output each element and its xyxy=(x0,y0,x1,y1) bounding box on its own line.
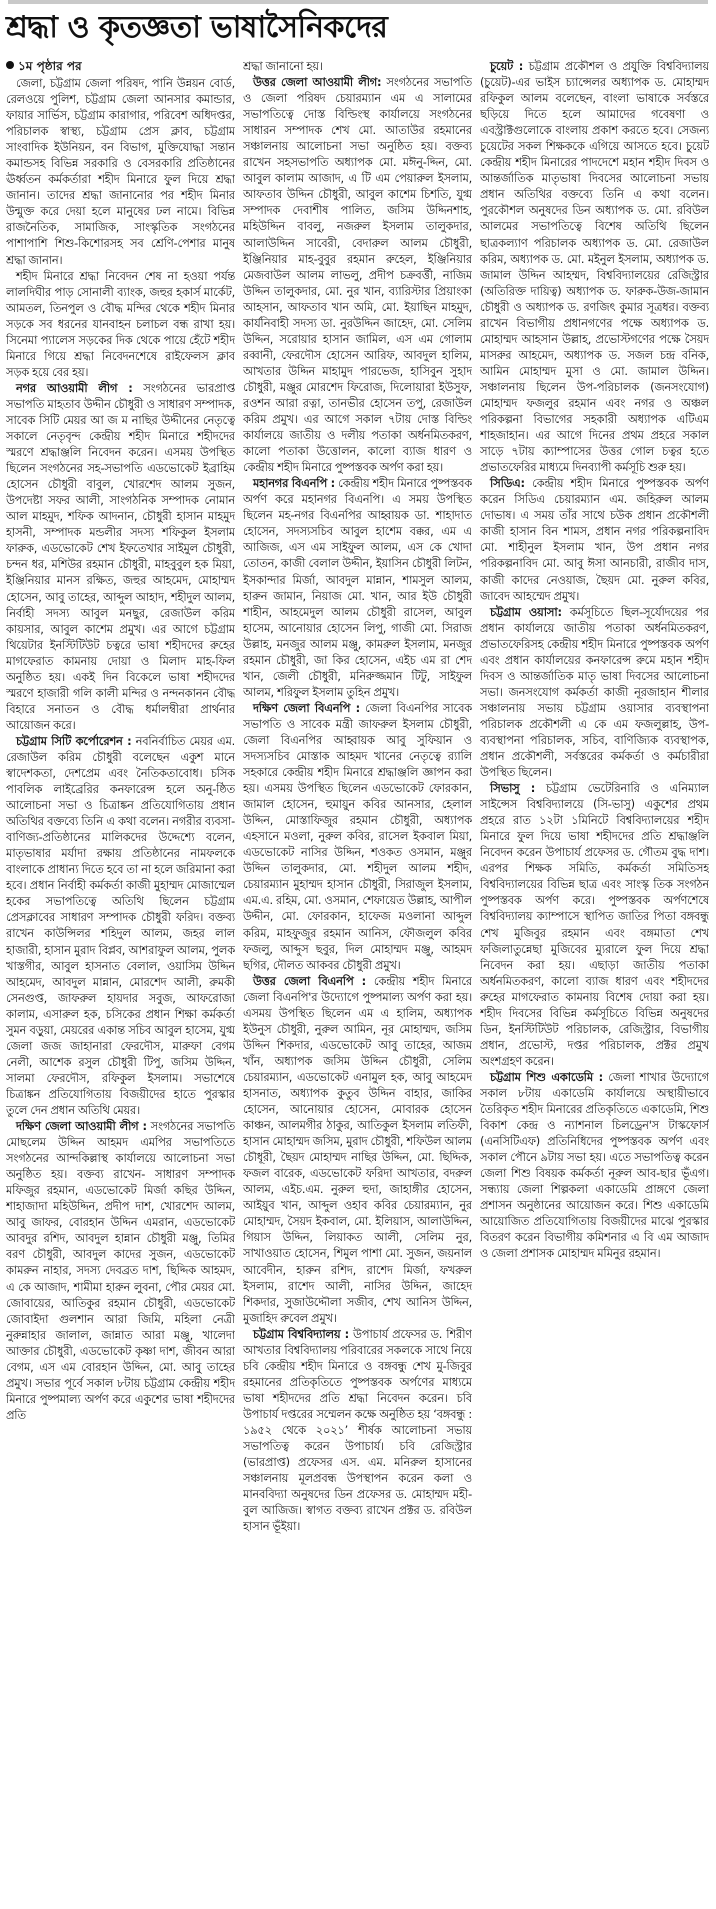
section-heading: চট্টগ্রাম সিটি কর্পোরেশন : xyxy=(16,733,132,748)
paragraph-text: কেন্দ্রীয় শহীদ মিনারে পুষ্পস্তবক অর্পণ করেন সিডিএ চেয়ারম্যান এম. জহিরুল আলম দোভাষ। এ সময় তাঁর সাথে চউক প্রধান প্রকৌশলী কাজী হাসান বিন শামস, প্রধান নগর পরিকল্পনাবিদ মো. শাহীনুল ইসলাম খান, উপ প্রধান নগর পরিকল্পনাবিদ মো. আবু ঈসা আনচারী, রাজীব দাস, কাজী কাদের নেওয়াজ, ছৈয়দ মো. নুরুল কবির, জাবেদ আহম্মেদ প্রমুখ। xyxy=(480,476,709,603)
article-paragraph xyxy=(243,1326,472,1535)
paragraph-text: শহীদ মিনারে শ্রদ্ধা নিবেদন শেষ না হওয়া পর্যন্ত লালদিঘীর পাড় সোনালী ব্যাংক, জহুর হকার্স মার্কেট, আমতল, তিনপুল ও বৌদ্ধ মন্দির থেকে শহীদ মিনার সড়কে সব ধরনের যানবাহন চলাচল বন্ধ রাখা হয়। সিনেমা প্যালেস সড়কের দিক থেকে পায়ে হেঁটে শহীদ মিনারে গিয়ে শ্রদ্ধা নিবেদনশেষে রাইফেলস ক্লাব সড়ক হয়ে বের হয়। xyxy=(6,268,235,379)
paragraph-text: চট্টগ্রাম ভেটেরিনারি ও এনিম্যাল সাইন্সেস বিশ্ববিদ্যালয়ে (সি-ভাসু) একুশের প্রথম প্রহরে রাত ১২টা ১মিনিটে বিশ্ববিদ্যালয়ের শহীদ মিনারে ফুল দিয়ে ভাষা শহীদদের প্রতি শ্রদ্ধাঞ্জলি নিবেদন করেন উপাচার্য প্রফেসর ড. গৌতম বুদ্ধ দাশ। এরপর শিক্ষক সমিতি, কর্মকর্তা সমিতিসহ বিশ্ববিদ্যালয়ের বিভিন্ন ছাত্র এবং সাংস্কৃ তিক সংগঠন পুষ্পস্তবক অর্পণ করে। পুষ্পস্তবক অর্পণশেষে বিশ্ববিদ্যালয় ক্যাম্পাসে স্থাপিত জাতির পিতা বঙ্গবন্ধু শেখ মুজিবুর রহমান এবং বঙ্গমাতা শেখ ফজিলাতুন্নেছা মুজিবের ম্যুরালে ফুল দিয়ে শ্রদ্ধা নিবেদন করা হয়। এছাড়া জাতীয় পতাকা অর্ধনমিতকরণ, কালো ব্যাজ ধারণ এবং শহীদদের রুহের মাগফেরাত কামনায় বিশেষ দোয়া করা হয়। শহীদ দিবসের বিভিন্ন কর্মসূচিতে বিভিন্ন অনুষদের ডিন, ইনস্টিটিউট পরিচালক, রেজিস্ট্রার, বিভাগীয় প্রধান, প্রভোস্ট, দপ্তর পরিচালক, প্রক্টর প্রমুখ অংশগ্রহণ করেন। xyxy=(480,781,709,1068)
paragraph-text: জেলা, চট্টগ্রাম জেলা পরিষদ, পানি উন্নয়ন বোর্ড, রেলওয়ে পুলিশ, চট্টগ্রাম জেলা আনসার কমান্ডার, ফায়ার সার্ভিস, চট্টগ্রাম কারাগার, পরিবেশ অধিদপ্তর, পরিচালক স্বাস্থ্য, চট্টগ্রাম প্রেস ক্লাব, চট্টগ্রাম সাংবাদিক ইউনিয়ন, বন বিভাগ, মুক্তিযোদ্ধা সন্তান কমান্ডসহ বিভিন্ন সরকারি ও বেসরকারি প্রতিষ্ঠানের ঊর্ধ্বতন কর্মকর্তারা শহীদ মিনারে ফুল দিয়ে শ্রদ্ধা জানান। তাদের শ্রদ্ধা জানানোর পর শহীদ মিনার উন্মুক্ত করে দেয়া হলে মানুষের ঢল নামে। বিভিন্ন রাজনৈতিক, সামাজিক, সাংস্কৃতিক সংগঠনের পাশাপাশি শিশু-কিশোরসহ সব শ্রেণি-পেশার মানুষ শ্রদ্ধা জানান। xyxy=(6,76,235,267)
section-heading: চট্টগ্রাম বিশ্ববিদ্যালয় : xyxy=(253,1326,350,1341)
section-heading: চট্টগ্রাম শিশু একাডেমি : xyxy=(490,1069,603,1084)
section-heading: সিভাসু : xyxy=(490,781,536,796)
article-paragraph xyxy=(243,700,472,973)
section-heading: দক্ষিণ জেলা বিএনপি : xyxy=(253,700,360,715)
paragraph-text: শ্রদ্ধা জানানো হয়। xyxy=(243,59,323,73)
article-paragraph xyxy=(6,268,235,380)
paragraph-text: সংগঠনের সভাপতি ও জেলা পরিষদ চেয়ারম্যান এম এ সালামের সভাপতিত্বে দোস্ত বিল্ডিংস্থ কার্যালয়ে সংগঠনের সাধারন সম্পাদক শেখ মো. আতাউর রহমানের সঞ্চালনায় আলোচনা সভা অনুষ্ঠিত হয়। বক্তব্য রাখেন সহসভাপতি অধ্যাপক মো. মঈনু-দ্দিন, মো. আবুল কালাম আজাদ, এ টি এম পেয়ারুল ইসলাম, আফতাব উদ্দিন চৌধুরী, আবুল কাশেম চিশতি, যুগ্ম সম্পাদক দেবাশীষ পালিত, জসিম উদ্দিনশাহ, মহিউদ্দিন বাবলু, নজরুল ইসলাম তালুকদার, আলাউদ্দিন সাবেরী, বেদারুল আলম চৌধুরী, ইঞ্জিনিয়ার মাহ-বুবুর রহমান রুহেল, ইঞ্জিনিয়ার মেজবাউল আলম লাভলু, প্রদীপ চক্রবর্ত্তী, নাজিম উদ্দিন তালুকদার, মো. নুর খান, ব্যারিস্টার প্রিয়াংকা আহসান, আফতাব খান অমি, মো. ইয়াছিন মাহমুদ, কার্যনিবাহী সদস্য ডা. নুরউদ্দিন জাহেদ, মো. সেলিম উদ্দিন, সরোয়ার হাসান জামিল, এস এম গোলাম রব্বানী, ফেরদৌস হোসেন আরিফ, আবদুল হালিম, আখতার উদ্দিন মাহামুদ পারভেজ, হাসিবুন সুহাদ চৌধুরী, মঞ্জুর মোরশেদ ফিরোজ, দিলোয়ারা ইউসুফ, রওশন আরা রত্না, তানভীর হোসেন তপু, রেজাউল করিম প্রমুখ। এর আগে সকাল ৭টায় দোস্ত বিল্ডিং কার্যালয়ে জাতীয় ও দলীয় পতাকা অর্ধনমিতকরণ, কালো পতাকা উত্তোলন, কালো ব্যাজ ধারণ ও কেন্দ্রীয় শহীদ মিনারে পুষ্পস্তবক অর্পণ করা হয়। xyxy=(243,75,472,475)
article-column-3 xyxy=(480,58,709,1903)
bullet-icon xyxy=(6,61,14,69)
article-paragraph xyxy=(480,604,709,781)
article-paragraph xyxy=(6,380,235,733)
section-heading: চট্টগ্রাম ওয়াসা: xyxy=(490,604,562,619)
paragraph-text: জেলা বিএনপির সাবেক সভাপতি ও সাবেক মন্ত্রী জাফরুল ইসলাম চৌধুরী, জেলা বিএনপির আহ্বায়ক আবু সুফিয়ান ও সদস্যসচিব মোস্তাক আহমদ খানের নেতৃত্বে র‌্যালি সহকারে কেন্দ্রীয় শহীদ মিনারে শ্রদ্ধাঞ্জলি জ্ঞাপন করা হয়। এসময় উপস্থিত ছিলেন এডভোকেট ফোরকান, জামাল হোসেন, হুমায়ুন কবির আনসার, হেলাল উদ্দিন, মোস্তাফিজুর রহমান চৌধুরী, অধ্যাপক এহসানে মওলা, নুরুল কবির, রাসেল ইকবাল মিয়া, এডভোকেট নাসির উদ্দিন, শওকত ওসমান, মঞ্জুর উদ্দিন তালুকদার, মো. শহীদুল আলম শহীদ, চেয়ারম্যান মুহাম্মদ হাসান চৌধুরী, সিরাজুল ইসলাম, এম.এ. রহিম, মো. ওসমান, শেফায়েত উল্লাহ, আপীল উদ্দীন, মো. ফোরকান, হাফেজ মওলানা আব্দুল করিম, মাহফুজুর রহমান আনিস, ফৌজলুল কবির ফজলু, আব্দুস ছবুর, দিল মোহাম্মদ মঞ্জু, আহমদ ছগির, দৌলত আকবর চৌধুরী প্রমুখ। xyxy=(243,700,472,972)
section-heading: নগর আওয়ামী লীগ : xyxy=(16,380,133,395)
section-heading: সিডিএ: xyxy=(490,476,525,491)
article-paragraph xyxy=(480,1069,709,1262)
top-rule xyxy=(8,0,708,4)
continued-from-text: ১ম পৃষ্ঠার পর xyxy=(18,59,82,73)
paragraph-text: নবনির্বাচিত মেয়র এম. রেজাউল করিম চৌধুরী বলেছেন একুশ মানে স্বাদেশকতা, দেশপ্রেম এবং নৈতিকতাবোধ। চসিক পাবলিক লাইব্রেরির কনফারেন্স হলে অনু-ষ্ঠিত আলোচনা সভা ও চিত্রাঙ্কন প্রতিযোগিতায় প্রধান অতিথির বক্তব্যে তিনি এ কথা বলেন। নগরীর ব্যবসা-বাণিজ্য-প্রতিষ্ঠানের মালিকদের উদ্দেশ্যে বলেন, মাতৃভাষার মর্যাদা রক্ষায় প্রতিষ্ঠানের নামফলকে বাংলাকে প্রাধান্য দিতে হবে তা না হলে জরিমানা করা হবে। প্রধান নির্বাহী কর্মকর্তা কাজী মুহাম্মদ মোজাম্মেল হকের সভাপতিত্বে অতিথি ছিলেন চট্টগ্রাম প্রেসক্লাবের সাধারণ সম্পাদক চৌধুরী ফরিদ। বক্তব্য রাখেন কাউন্সিলর শহিদুল আলম, জহর লাল হাজারী, হাসান মুরাদ বিপ্লব, আশরাফুল আলম, পুলক খাস্তগীর, আবুল হাসনাত বেলাল, ওয়াসিম উদ্দিন আহমেদ, আবদুল মান্নান, মোরশেদ আলী, রুমকী সেনগুপ্ত, জাফরুল হায়দার সবুজ, আফরোজা কালাম, এসারুল হক, চসিকের প্রধান শিক্ষা কর্মকর্তা সুমন বড়ুয়া, মেয়রের একান্ত সচিব আবুল হাসেম, যুগ্ম জেলা জজ জাহানারা ফেরদৌস, মারুফা বেগম নেলী, আশেক রসুল চৌধুরী টিপু, জসিম উদ্দিন, সালমা ফেরদৌস, রফিকুল ইসলাম। সভাশেষে চিত্রাঙ্কন প্রতিযোগিতায় বিজয়ীদের হাতে পুরস্কার তুলে দেন প্রধান অতিথি মেয়র। xyxy=(6,733,235,1117)
section-heading: উত্তর জেলা আওয়ামী লীগ: xyxy=(253,75,382,90)
article-paragraph xyxy=(480,475,709,603)
section-heading: মহানগর বিএনপি : xyxy=(253,476,335,491)
headline: শ্রদ্ধা ও কৃতজ্ঞতা ভাষাসৈনিকদের xyxy=(6,10,388,45)
article-paragraph xyxy=(243,475,472,700)
article-paragraph xyxy=(480,780,709,1069)
paragraph-text: সংগঠনের সভাপতি মোছলেম উদ্দিন আহমদ এমপির সভাপতিতে সংগঠনের আন্দকিল্লাস্থ কার্যালয়ে আলোচনা সভা অনুষ্ঠিত হয়। বক্তব্য রাখেন- সাধারণ সম্পাদক মফিজুর রহমান, এডভোকেট মির্জা কছির উদ্দিন, শাহাজাদা মহিউদ্দিন, প্রদীপ দাশ, খোরশেদ আলম, আবু জাফর, বোরহান উদ্দিন এমরান, এডভোকেট আবদুর রশিদ, আবদুল হান্নান চৌধুরী মঞ্জু, তিমির বরণ চৌধুরী, আবদুল কাদের সুজন, এডভোকেট কামরুন নাহার, সদস্য দেবব্রত দাশ, ছিদ্দিক আহমদ, এ কে আজাদ, শামীমা হারুন লুবনা, পৌর মেয়র মো. জোবায়ের, আতিকুর রহমান চৌধুরী, এডভোকেট জোবাইদা গুলশান আরা জিমি, মহিলা নেত্রী নুরুন্নাহার জালাল, জান্নাত আরা মঞ্জু, খালেদা আক্তার চৌধুরী, এডভোকেট কৃষ্ণা দাশ, জীবন আরা বেগম, এস এম বোরহান উদ্দিন, মো. আবু তাহের প্রমুখ। সভার পূর্বে সকাল ৮টায় চট্টগ্রাম কেন্দ্রীয় শহীদ মিনারে পুষ্পমাল্য অর্পণ করে একুশের ভাষা শহীদদের প্রতি xyxy=(6,1119,235,1422)
paragraph-text: চট্টগ্রাম প্রকৌশল ও প্রযুক্তি বিশ্ববিদ্যালয় (চুয়েট)-এর ভাইস চ্যান্সেলর অধ্যাপক ড. মোহাম্মদ রফিকুল আলম বলেছেন, বাংলা ভাষাকে সর্বস্তরে ছড়িয়ে দিতে হলে আমাদের গবেষণা ও এবস্ট্রাক্টগুলোকে বাংলায় প্রকাশ করতে হবে। সেজন্য চুয়েটের সকল শিক্ষককে এগিয়ে আসতে হবে। চুয়েট কেন্দ্রীয় শহীদ মিনারের পাদদেশে মহান শহীদ দিবস ও আন্তর্জাতিক মাতৃভাষা দিবসের আলোচনা সভায় প্রধান অতিথির বক্তব্যে তিনি এ কথা বলেন। পুরকৌশল অনুষদের ডিন অধ্যাপক ড. মো. রবিউল আলমের সভাপতিত্বে বিশেষ অতিথি ছিলেন ছাত্রকল্যাণ পরিচালক অধ্যাপক ড. মো. রেজাউল করিম, অধ্যাপক ড. মো. মইনুল ইসলাম, অধ্যাপক ড. জামাল উদ্দিন আহম্মদ, বিশ্ববিদ্যালয়ের রেজিস্ট্রার (অতিরিক্ত দায়িত্ব) অধ্যাপক ড. ফারুক-উজ-জামান চৌধুরী ও অধ্যাপক ড. রণজিৎ কুমার সূত্রধর। বক্তব্য রাখেন বিভাগীয় প্রধানগণের পক্ষে অধ্যাপক ড. মোহাম্মদ আহসান উল্লাহ, প্রভোস্টগণের পক্ষে সৈয়দ মাসরুর আহমেদ, অধ্যাপক ড. সজল চন্দ্র বনিক, আমিন মোহাম্মদ মুসা ও মো. জামাল উদ্দিন। সঞ্চালনায় ছিলেন উপ-পরিচালক (জনসংযোগ) মোহাম্মদ ফজলুর রহমান এবং নগর ও অঞ্চল পরিকল্পনা বিভাগের সহকারী অধ্যাপক এটিএম শাহজাহান। এর আগে দিনের প্রথম প্রহরে সকাল সাড়ে ৭টায় ক্যাম্পাসের উত্তর গোল চত্বর হতে প্রভাতফেরির মাধ্যমে দিনব্যাপী কর্মসূচি শুরু হয়। xyxy=(480,59,709,475)
article-paragraph xyxy=(6,733,235,1118)
article-paragraph xyxy=(6,75,235,268)
article-paragraph xyxy=(243,973,472,1326)
paragraph-text: উপাচার্য প্রফেসর ড. শিরীণ আখতার বিশ্ববিদ্যালয় পরিবারের সকলকে সাথে নিয়ে চবি কেন্দ্রীয় শহীদ মিনারে ও বঙ্গবন্ধু শেখ মু-জিবুর রহমানের প্রতিকৃতিতে পুষ্পস্তবক অর্পণের মাধ্যমে ভাষা শহীদদের প্রতি শ্রদ্ধা নিবেদন করেন। চবি উপাচার্য দপ্তরের সম্মেলন কক্ষে অনুষ্ঠিত হয় ‘বঙ্গবন্ধু : ১৯৫২ থেকে ২০২১’ শীর্ষক আলোচনা সভায় সভাপতিত্ব করেন উপাচার্য। চবি রেজিস্ট্রার (ভারপ্রাপ্ত) প্রফেসর এস. এম. মনিরুল হাসানের সঞ্চালনায় মূলপ্রবন্ধ উপস্থাপন করেন কলা ও মানববিদ্যা অনুষদের ডিন প্রফেসর ড. মোহাম্মদ মহী-বুল আজিজ। স্বাগত বক্তব্য রাখেন প্রক্টর ড. রবিউল হাসান ভূঁইয়া। xyxy=(243,1326,472,1534)
article-body xyxy=(6,58,710,1903)
article-column-1 xyxy=(6,58,235,1903)
section-heading: দক্ষিণ জেলা আওয়ামী লীগ : xyxy=(16,1119,147,1134)
article-paragraph xyxy=(6,1118,235,1423)
paragraph-text: কেন্দ্রীয় শহীদ মিনারে পুষ্পস্তবক অর্পণ করে মহানগর বিএনপি। এ সময় উপস্থিত ছিলেন মহ-নগর বিএনপির আহ্বায়ক ডা. শাহাদাত হোসেন, সদস্যসচিব আবুল হাশেম বক্কর, এম এ আজিজ, এস এম সাইফুল আলম, এস কে খোদা তোতন, কাজী বেলাল উদ্দীন, ইয়াসিন চৌধুরী লিটন, ইসকান্দার মির্জা, আবদুল মান্নান, শামসুল আলম, হারুন জামান, নিয়াজ মো. খান, আর ইউ চৌধুরী শাহীন, আহমেদুল আলম চৌধুরী রাসেল, আবুল হাসেম, আনোয়ার হোসেন লিপু, গাজী মো. সিরাজ উল্লাহ, মনজুর আলম মঞ্জু, কামরুল ইসলাম, মনজুর রহমান চৌধুরী, জা কির হোসেন, এইচ এম রা শেদ খান, জেলী চৌধুরী, মনিরুজ্জমান টিটু, সাইফুল আলম, শরিফুল ইসলাম তুহিন প্রমুখ। xyxy=(243,476,472,699)
paragraph-text: কর্মসূচিতে ছিল-সূর্যোদয়ের পর প্রধান কার্যালয়ে জাতীয় পতাকা অর্ধনমিতকরণ, প্রভাতফেরিসহ কেন্দ্রীয় শহীদ মিনারে পুষ্পস্তবক অর্পণ এবং প্রধান কার্যালয়ের কনফারেন্স রুমে মহান শহীদ দিবস ও আন্তর্জাতিক মাতৃ ভাষা দিবসের আলোচনা সভা। জনসংযোগ কর্মকর্তা কাজী নূরজাহান শীলার সঞ্চালনায় সভায় চট্টগ্রাম ওয়াসার ব্যবস্থাপনা পরিচালক প্রকৌশলী এ কে এম ফজলুল্লাহ, উপ-ব্যবস্থাপনা পরিচালক, সচিব, বাণিজ্যিক ব্যবস্থাপক, প্রধান প্রকৌশলী, সর্বস্তরের কর্মকর্তা ও কর্মচারীরা উপস্থিত ছিলেন। xyxy=(480,604,709,780)
paragraph-text: জেলা শাখার উদ্যোগে সকাল ৮টায় একাডেমি কার্যালয়ে অস্থায়ীভাবে তৈরিকৃত শহীদ মিনারের প্রতিকৃতিতে একাডেমি, শিশু বিকাশ কেন্দ্র ও ন্যাশনাল চিলড্রেন'স টাস্কফোর্স (এনসিটিএফ) প্রতিনিধিদের পুষ্পস্তবক অর্পণ এবং সকাল পৌনে ৯টায় সভা হয়। এতে সভাপতিত্ব করেন জেলা শিশু বিষয়ক কর্মকর্তা নূরুল আব-ছার ভূঁএগ। সন্ধ্যায় জেলা শিল্পকলা একাডেমি প্রাঙ্গণে জেলা প্রশাসন অনুষ্ঠানের আয়োজন করে। শিশু একাডেমি আয়োজিত প্রতিযোগিতায় বিজয়ীদের মাঝে পুরস্কার বিতরণ করেন বিভাগীয় কমিশনার এ বি এম আজাদ ও জেলা প্রশাসক মোহাম্মদ মমিনুর রহমান। xyxy=(480,1069,709,1261)
section-heading: উত্তর জেলা বিএনপি : xyxy=(253,973,367,988)
paragraph-text: সংগঠনের ভারপ্রাপ্ত সভাপতি মাহতাব উদ্দীন চৌধুরী ও সাধারণ সম্পাদক, সাবেক সিটি মেয়র আ জ ম নাছির উদ্দীনের নেতৃত্বে সকালে নেতৃবৃন্দ কেন্দ্রীয় শহীদ মিনারে শহীদদের স্মরণে শ্রদ্ধাঞ্জলি নিবেদন করেন। এসময় উপস্থিত ছিলেন সংগঠনের সহ-সভাপতি এডভোকেট ইব্রাহিম হোসেন চৌধুরী বাবুল, খোরশেদ আলম সুজন, উপদেষ্টা সফর আলী, সাংগঠনিক সম্পাদক নোমান আল মাহমুদ, শফিক আদনান, চৌধুরী হাসান মাহমুদ হাসনী, সম্পাদক মন্ডলীর সদস্য শফিকুল ইসলাম ফারুক, এডভোকেট শেখ ইফতেখার সাইমুল চৌধুরী, চন্দন ধর, মশিউর রহমান চৌধুরী, মাহবুবুল হক মিয়া, ইঞ্জিনিয়ার মানস রক্ষিত, জহুর আহমেদ, মোহাম্মদ হোসেন, আবু তাহের, আব্দুল আহাদ, শহীদুল আলম, নির্বাহী সদস্য আবুল মনছুর, রেজাউল করিম কায়সার, আবুল কাশেম প্রমুখ। এর আগে চট্টগ্রাম থিয়েটার ইনস্টিটিউট চত্বরে ভাষা শহীদদের রুহের মাগফেরাত কামনায় দোয়া ও মিলাদ মাহ-ফিল অনুষ্ঠিত হয়। একই দিন বিকেলে ভাষা শহীদদের স্মরণে হাজারী গলি কালী মন্দির ও নন্দনকানন বৌদ্ধ বিহারে সনাতন ও বৌদ্ধ ধর্মালম্বীরা প্রার্থনার আয়োজন করে। xyxy=(6,380,235,732)
section-heading: চুয়েট : xyxy=(490,59,524,73)
article-paragraph xyxy=(243,74,472,475)
article-column-2 xyxy=(243,58,472,1903)
article-paragraph xyxy=(480,58,709,475)
paragraph-text: কেন্দ্রীয় শহীদ মিনারে জেলা বিএনপি'র উদ্যোগে পুষ্পমাল্য অর্পণ করা হয়। এসময় উপস্থিত ছিলেন এম এ হালিম, অধ্যাপক ইউনুস চৌধুরী, নুরুল আমিন, নূর মোহাম্মদ, জসিম উদ্দিন শিকদার, এডভোকেট আবু তাহের, আজম খাঁন, অধ্যাপক জসিম উদ্দিন চৌধুরী, সেলিম চেয়ারম্যান, এডভোকেট এনামুল হক, আবু আহমেদ হাসনাত, অধ্যাপক কুতুব উদ্দিন বাহার, জাকির হোসেন, আনোয়ার হোসেন, মোবারক হোসেন কাঞ্চন, আলমগীর ঠাকুর, আতিকুল ইসলাম লতিফী, হাসান মোহাম্মদ জসিম, মুরাদ চৌধুরী, শফিউল আলম চৌধূরী, ছৈয়দ মোহাম্মদ নাছির উদ্দিন, মো. ছিদ্দিক, ফজল বারেক, এডভোকেট ফরিদা আখতার, বদরুল আলম, এইচ.এম. নুরুল হুদা, জাহাঙ্গীর হোসেন, আইয়ুব খান, আব্দুল ওহাব কবির চেয়ারম্যান, নুর মোহাম্মদ, সৈয়দ ইকবাল, মো. ইলিয়াস, আলাউদ্দিন, গিয়াস উদ্দিন, লিয়াকত আলী, সেলিম নুর, সাখাওয়াত হোসেন, শিমুল পাশা মো. সুজন, জয়নাল আবেদীন, হারুন রশিদ, রাশেদ মির্জা, ফখরুল ইসলাম, রাশেদ আলী, নাসির উদ্দিন, জাহেদ শিকদার, সুজাউদ্দৌলা সজীব, শেখ আনিস উদ্দিন, মুজাহিদ রুবেল প্রমুখ। xyxy=(243,973,472,1325)
article-paragraph xyxy=(243,58,472,74)
continued-from-label xyxy=(6,58,235,74)
